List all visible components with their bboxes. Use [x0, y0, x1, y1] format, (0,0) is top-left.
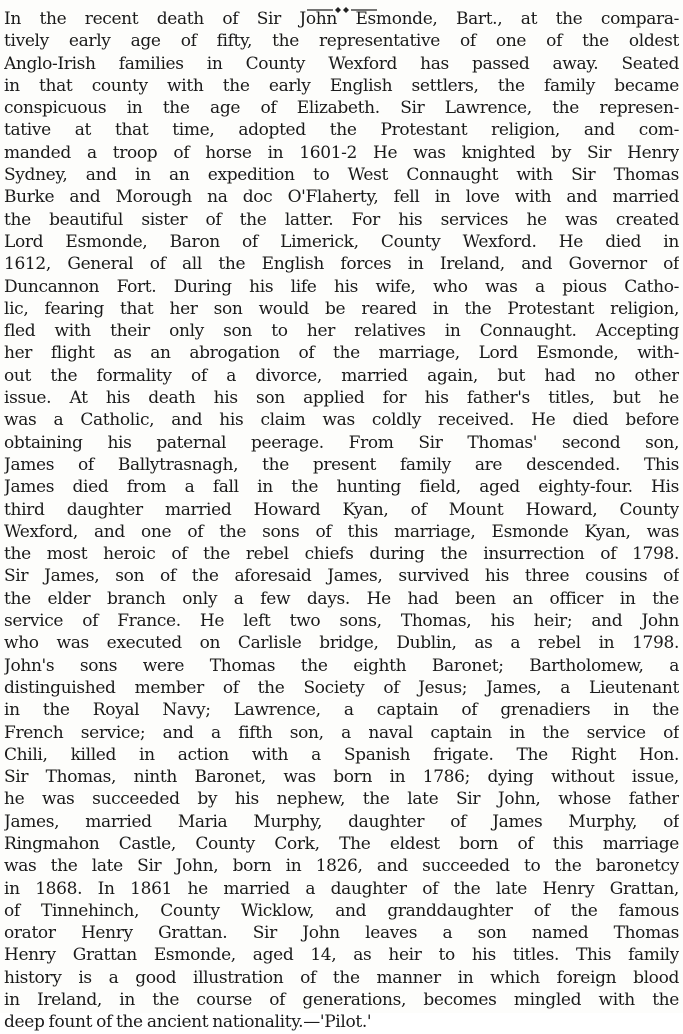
article-line: the most heroic of the rebel chiefs during the insurrection of 1798.: [4, 544, 679, 565]
article-line: Lord Esmonde, Baron of Limerick, County Wexford. He died in: [4, 231, 679, 252]
article-line: French service; and a fifth son, a naval captain in the service of: [4, 722, 679, 743]
article-line: Henry Grattan Esmonde, aged 14, as heir to his titles. This family: [4, 945, 679, 966]
article-line: tative at that time, adopted the Protestant religion, and com-: [4, 120, 679, 141]
article-line: 1612, General of all the English forces in Ireland, and Governor of: [4, 254, 679, 275]
article-line: the beautiful sister of the latter. For his services he was created: [4, 209, 679, 230]
article-line: he was succeeded by his nephew, the late Sir John, whose father: [4, 789, 679, 810]
article-line: Sir Thomas, ninth Baronet, was born in 1786; dying without issue,: [4, 767, 679, 788]
article-line: her flight as an abrogation of the marriage, Lord Esmonde, with-: [4, 343, 679, 364]
article-line: deep fount of the ancient nationality.—'Pilot.': [4, 1012, 372, 1033]
article-line: Wexford, and one of the sons of this marriage, Esmonde Kyan, was: [4, 521, 679, 542]
article-line: James of Ballytrasnagh, the present family are descended. This: [4, 454, 679, 475]
article-line: of Tinnehinch, County Wicklow, and granddaughter of the famous: [4, 900, 679, 921]
article-line: James died from a fall in the hunting field, aged eighty-four. His: [4, 477, 679, 498]
article-line: tively early age of fifty, the representative of one of the oldest: [4, 31, 679, 52]
article-line: orator Henry Grattan. Sir John leaves a son named Thomas: [4, 923, 679, 944]
article-line: obtaining his paternal peerage. From Sir Thomas' second son,: [4, 432, 679, 453]
article-line: Chili, killed in action with a Spanish frigate. The Right Hon.: [4, 744, 679, 765]
article-line: Ringmahon Castle, County Cork, The eldest born of this marriage: [4, 833, 679, 854]
article-line: Sydney, and in an expedition to West Connaught with Sir Thomas: [4, 165, 679, 186]
article-line: in the Royal Navy; Lawrence, a captain of grenadiers in the: [4, 700, 679, 721]
article-line: who was executed on Carlisle bridge, Dublin, as a rebel in 1798.: [4, 633, 679, 654]
article-line: in Ireland, in the course of generations, becomes mingled with the: [4, 990, 679, 1011]
article-line: James, married Maria Murphy, daughter of James Murphy, of: [4, 811, 679, 832]
article-line: conspicuous in the age of Elizabeth. Sir Lawrence, the represen-: [4, 98, 679, 119]
article-line: distinguished member of the Society of Jesus; James, a Lieutenant: [4, 677, 679, 698]
article-line: In the recent death of Sir John Esmonde, Bart., at the compara-: [4, 9, 679, 29]
article-line: history is a good illustration of the manner in which foreign blood: [4, 967, 679, 988]
article-line: third daughter married Howard Kyan, of Mount Howard, County: [4, 499, 679, 520]
article-line: lic, fearing that her son would be reared in the Protestant religion,: [4, 298, 679, 319]
article-line: issue. At his death his son applied for his father's titles, but he: [4, 388, 679, 409]
article-line: out the formality of a divorce, married again, but had no other: [4, 365, 679, 386]
article-line: manded a troop of horse in 1601-2 He was knighted by Sir Henry: [4, 142, 679, 163]
article-line: John's sons were Thomas the eighth Baronet; Bartholomew, a: [4, 655, 679, 676]
article-line: Sir James, son of the aforesaid James, survived his three cousins of: [4, 566, 679, 587]
article-line: the elder branch only a few days. He had been an officer in the: [4, 588, 679, 609]
article-line: fled with their only son to her relatives in Connaught. Accepting: [4, 321, 679, 342]
article-line: Burke and Morough na doc O'Flaherty, fell in love with and married: [4, 187, 679, 208]
article-line: in 1868. In 1861 he married a daughter of the late Henry Grattan,: [4, 878, 679, 899]
article-line: Anglo-Irish families in County Wexford has passed away. Seated: [4, 53, 679, 74]
article-line: was the late Sir John, born in 1826, and succeeded to the baronetcy: [4, 856, 679, 877]
article-line: was a Catholic, and his claim was coldly received. He died before: [4, 410, 679, 431]
article-line: service of France. He left two sons, Thomas, his heir; and John: [4, 611, 679, 632]
article-body: [4, 8, 679, 1034]
article-line: in that county with the early English settlers, the family became: [4, 75, 679, 96]
article-line: Duncannon Fort. During his life his wife, who was a pious Catho-: [4, 276, 679, 297]
